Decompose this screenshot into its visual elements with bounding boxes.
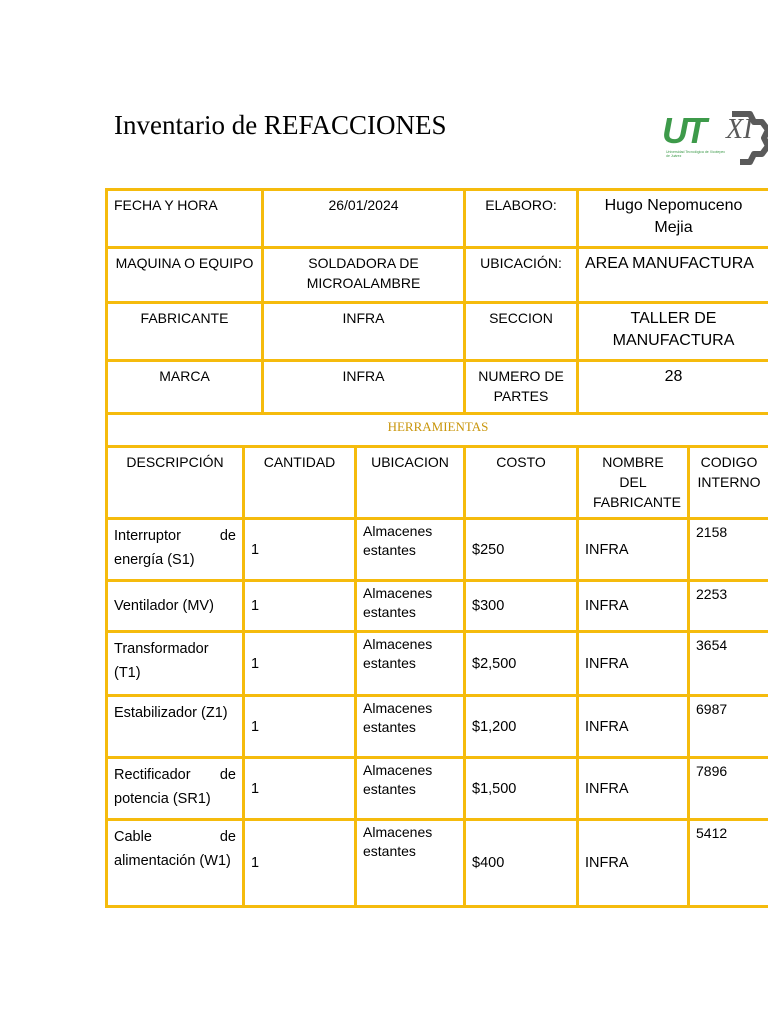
ubicacion-label: UBICACIÓN: bbox=[463, 246, 579, 304]
table-row-4-costo: $1,200 bbox=[463, 694, 579, 759]
marca-value: INFRA bbox=[261, 359, 466, 415]
logo-subtitle: Universidad Tecnológica de Xicotepec de Juárez bbox=[666, 150, 726, 158]
marca-label: MARCA bbox=[105, 359, 264, 415]
fecha-value: 26/01/2024 bbox=[261, 188, 466, 249]
page-title: Inventario de REFACCIONES bbox=[114, 110, 447, 140]
table-row-3-fabricante: INFRA bbox=[576, 630, 690, 697]
table-row-1-cantidad: 1 bbox=[242, 517, 357, 582]
table-row-2-descripcion: Ventilador (MV) bbox=[105, 579, 245, 633]
table-row-2-cantidad: 1 bbox=[242, 579, 357, 633]
table-row-1-fabricante: INFRA bbox=[576, 517, 690, 582]
table-row-4-descripcion: Estabilizador (Z1) bbox=[105, 694, 245, 759]
table-row-5-costo: $1,500 bbox=[463, 756, 579, 821]
logo-mark: UT bbox=[662, 110, 704, 151]
table-row-6-fabricante: INFRA bbox=[576, 818, 690, 908]
table-row-5-fabricante: INFRA bbox=[576, 756, 690, 821]
table-row-5-cantidad: 1 bbox=[242, 756, 357, 821]
col-header-cantidad: CANTIDAD bbox=[242, 445, 357, 520]
col-header-fabricante: NOMBRE DEL FABRICANTE bbox=[576, 445, 690, 520]
ubicacion-value: AREA MANUFACTURA bbox=[576, 246, 768, 304]
table-row-3-costo: $2,500 bbox=[463, 630, 579, 697]
table-row-2-ubicacion: Almacenes estantes bbox=[354, 579, 466, 633]
table-row-2-fabricante: INFRA bbox=[576, 579, 690, 633]
elaboro-value: Hugo Nepomuceno Mejia bbox=[576, 188, 768, 249]
fabricante-label: FABRICANTE bbox=[105, 301, 264, 362]
table-row-2-costo: $300 bbox=[463, 579, 579, 633]
col-header-costo: COSTO bbox=[463, 445, 579, 520]
table-row-3-ubicacion: Almacenes estantes bbox=[354, 630, 466, 697]
table-row-1-costo: $250 bbox=[463, 517, 579, 582]
table-row-3-cantidad: 1 bbox=[242, 630, 357, 697]
table-row-3-codigo: 3654 bbox=[687, 630, 768, 697]
table-row-4-fabricante: INFRA bbox=[576, 694, 690, 759]
seccion-label: SECCION bbox=[463, 301, 579, 362]
table-row-1-descripcion: Interruptor de energía (S1) bbox=[105, 517, 245, 582]
elaboro-label: ELABORO: bbox=[463, 188, 579, 249]
table-row-4-ubicacion: Almacenes estantes bbox=[354, 694, 466, 759]
table-row-5-descripcion: Rectificador de potencia (SR1) bbox=[105, 756, 245, 821]
col-header-descripcion: DESCRIPCIÓN bbox=[105, 445, 245, 520]
col-header-ubicacion: UBICACION bbox=[354, 445, 466, 520]
table-row-5-codigo: 7896 bbox=[687, 756, 768, 821]
maquina-label: MAQUINA O EQUIPO bbox=[105, 246, 264, 304]
table-row-4-cantidad: 1 bbox=[242, 694, 357, 759]
university-logo bbox=[662, 104, 768, 172]
fecha-label: FECHA Y HORA bbox=[105, 188, 264, 249]
table-row-5-ubicacion: Almacenes estantes bbox=[354, 756, 466, 821]
partes-label: NUMERO DE PARTES bbox=[463, 359, 579, 415]
maquina-value: SOLDADORA DE MICROALAMBRE bbox=[261, 246, 466, 304]
table-row-3-descripcion: Transformador (T1) bbox=[105, 630, 245, 697]
fabricante-value: INFRA bbox=[261, 301, 466, 362]
logo-mark-suffix: XI bbox=[726, 114, 753, 145]
table-row-1-codigo: 2158 bbox=[687, 517, 768, 582]
table-row-6-codigo: 5412 bbox=[687, 818, 768, 908]
table-row-6-costo: $400 bbox=[463, 818, 579, 908]
table-row-4-codigo: 6987 bbox=[687, 694, 768, 759]
seccion-value: TALLER DE MANUFACTURA bbox=[576, 301, 768, 362]
table-row-6-descripcion: Cable de alimentación (W1) bbox=[105, 818, 245, 908]
partes-value: 28 bbox=[576, 359, 768, 415]
table-row-2-codigo: 2253 bbox=[687, 579, 768, 633]
table-row-6-cantidad: 1 bbox=[242, 818, 357, 908]
table-row-1-ubicacion: Almacenes estantes bbox=[354, 517, 466, 582]
col-header-codigo: CODIGO INTERNO bbox=[687, 445, 768, 520]
section-title: HERRAMIENTAS bbox=[105, 412, 768, 448]
table-row-6-ubicacion: Almacenes estantes bbox=[354, 818, 466, 908]
